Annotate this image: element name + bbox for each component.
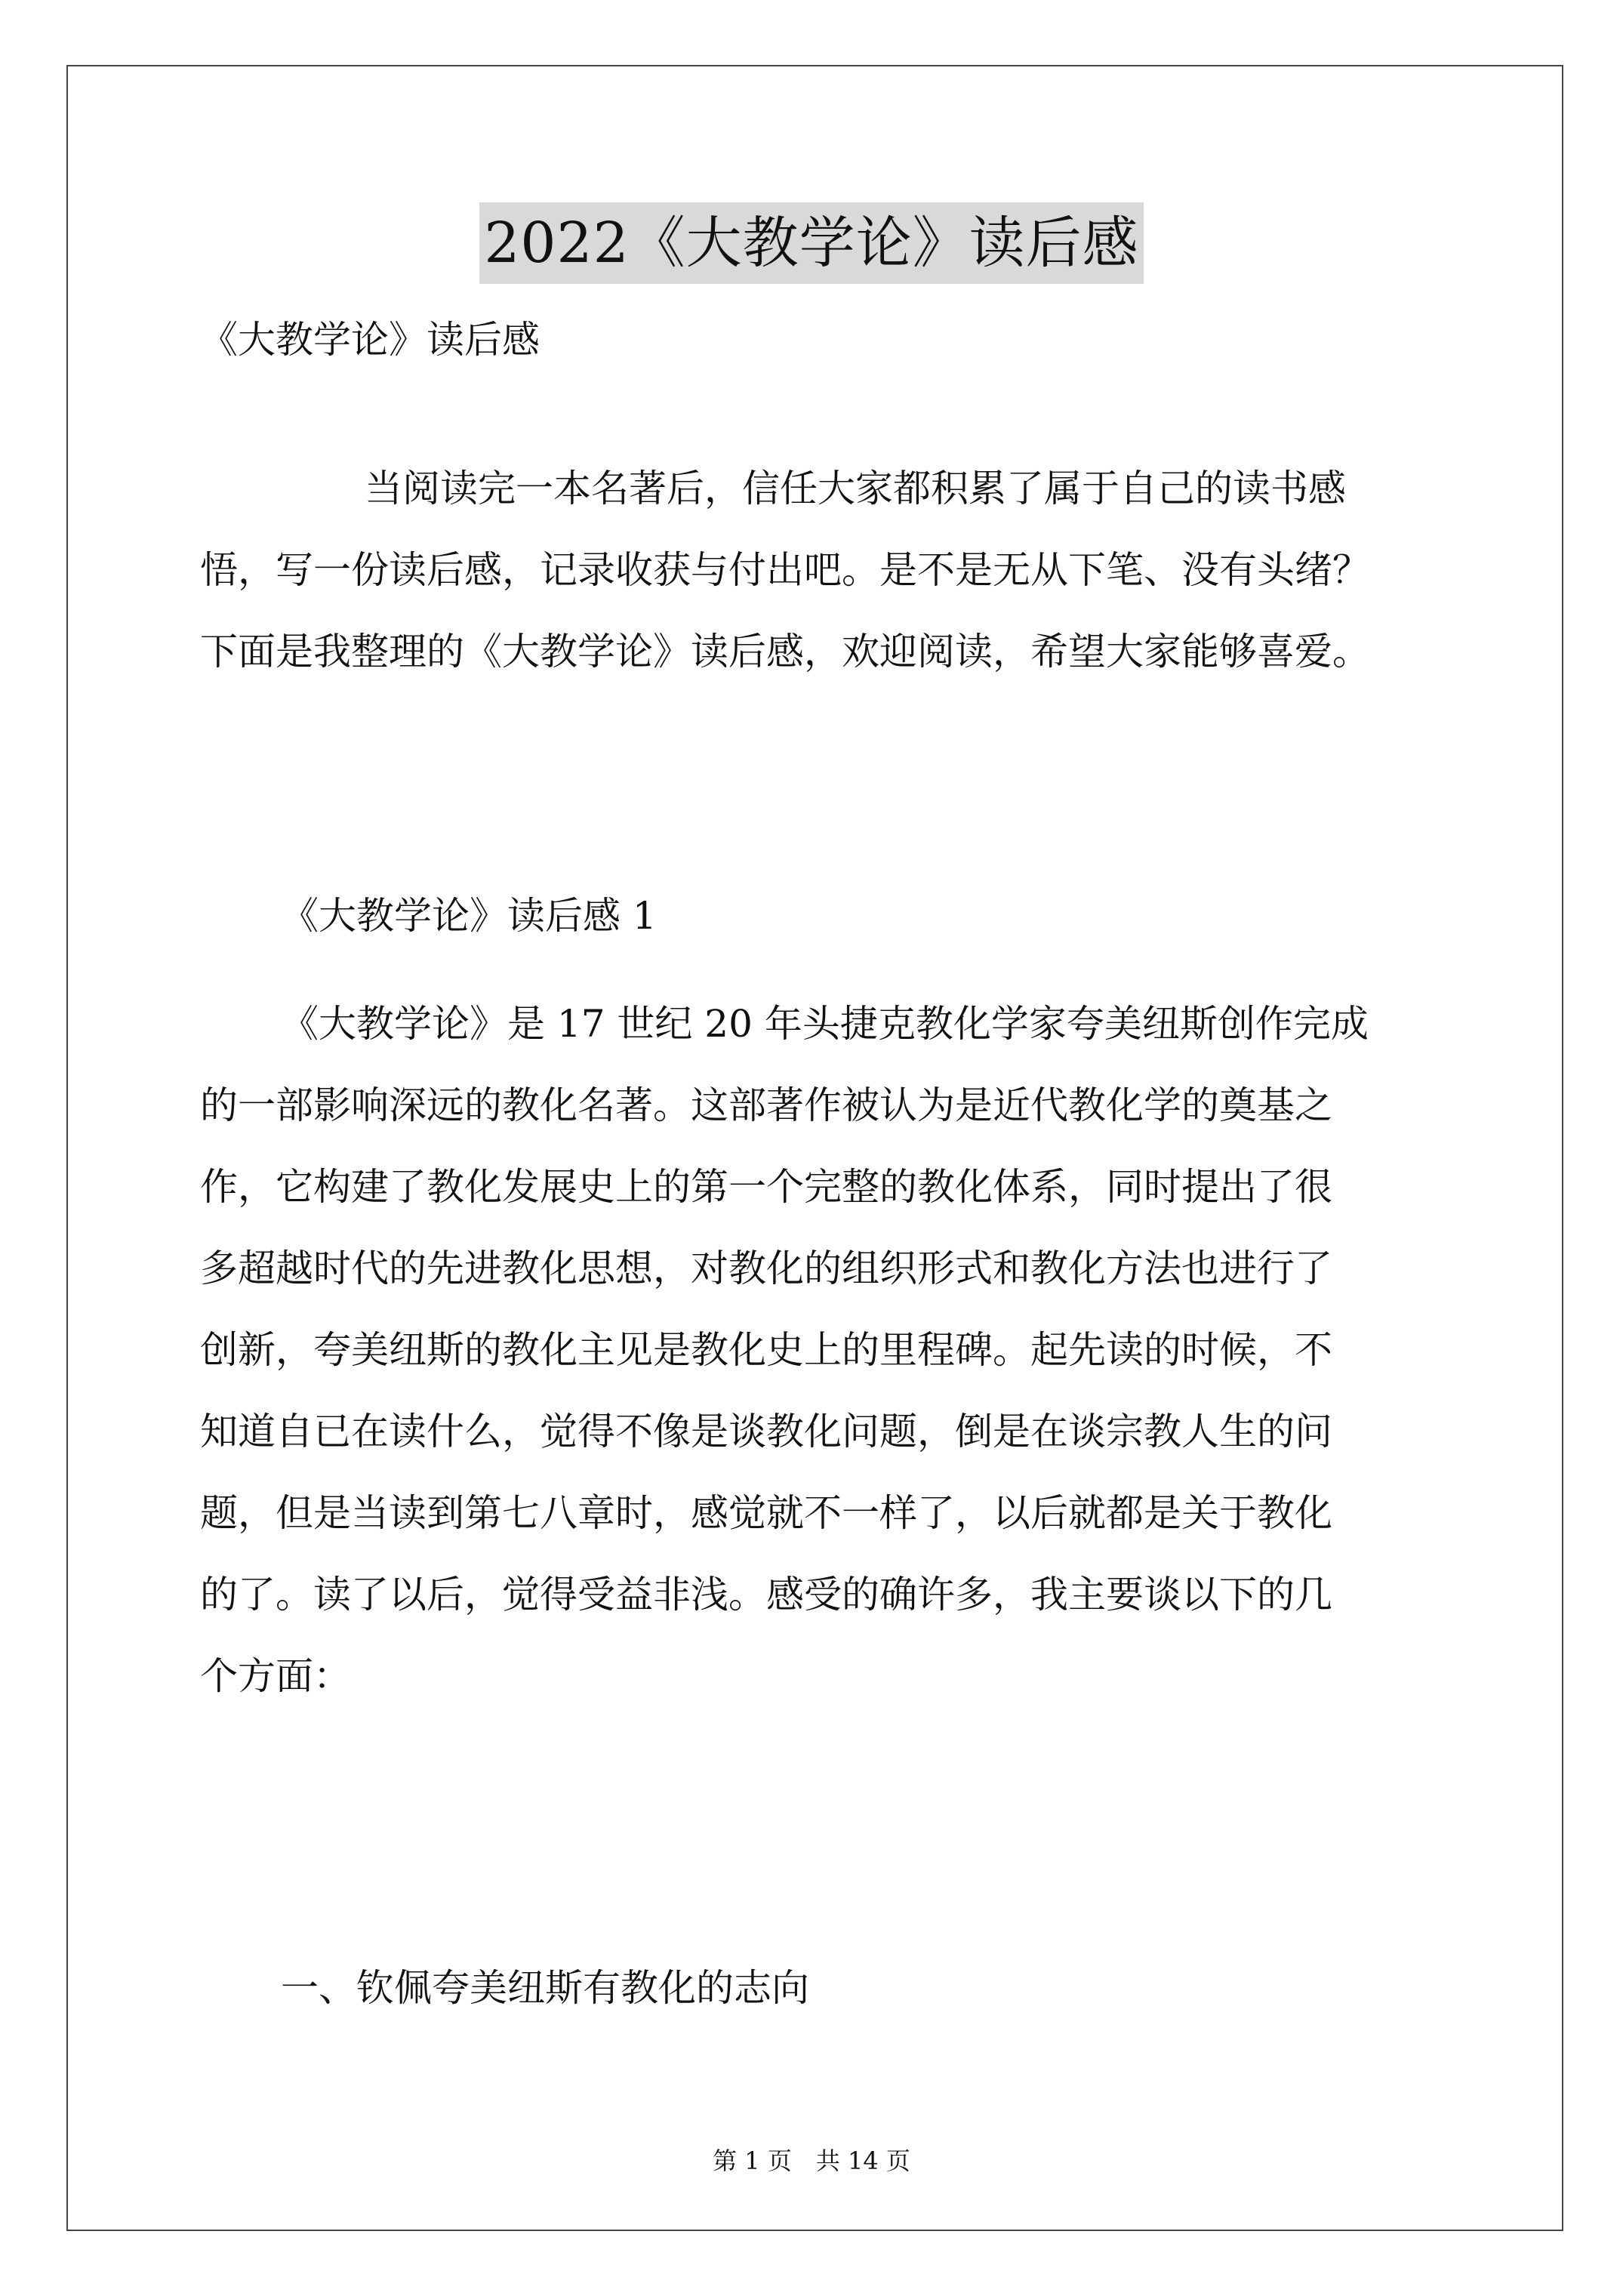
document-subtitle: 《大教学论》读后感 [200,318,540,362]
intro-paragraph [200,448,1459,692]
section-1-line: 的了。读了以后，觉得受益非浅。感受的确许多，我主要谈以下的几 [200,1573,1332,1616]
section-1-paragraph [200,983,1459,1717]
section-1-line: 知道自已在读什么，觉得不像是谈教化问题，倒是在谈宗教人生的问 [200,1410,1332,1453]
section-1-line: 《大教学论》是 17 世纪 20 年头捷克教化学家夸美纽斯创作完成 [281,1002,1369,1046]
section-1-line: 创新，夸美纽斯的教化主见是教化史上的里程碑。起先读的时候，不 [200,1328,1332,1372]
section-1-line: 作，它构建了教化发展史上的第一个完整的教化体系，同时提出了很 [200,1165,1332,1209]
intro-line: 下面是我整理的《大教学论》读后感，欢迎阅读，希望大家能够喜爱。 [200,630,1370,673]
point-1-heading: 一、钦佩夸美纽斯有教化的志向 [281,1966,809,2010]
section-1-line: 题，但是当读到第七八章时，感觉就不一样了，以后就都是关于教化 [200,1491,1332,1535]
section-1-heading: 《大教学论》读后感 1 [281,894,657,938]
section-1-line: 的一部影响深远的教化名著。这部著作被认为是近代教化学的奠基之 [200,1083,1332,1127]
intro-line: 悟，写一份读后感，记录收获与付出吧。是不是无从下笔、没有头绪？ [200,548,1370,592]
document-title: 2022《大教学论》读后感 [479,202,1143,284]
section-1-line: 个方面： [200,1654,351,1698]
section-1-line: 多超越时代的先进教化思想，对教化的组织形式和教化方法也进行了 [200,1247,1332,1290]
page-footer: 第 1 页 共 14 页 [713,2147,910,2175]
intro-line: 当阅读完一本名著后，信任大家都积累了属于自己的读书感 [365,467,1346,510]
title-container [0,202,1623,284]
